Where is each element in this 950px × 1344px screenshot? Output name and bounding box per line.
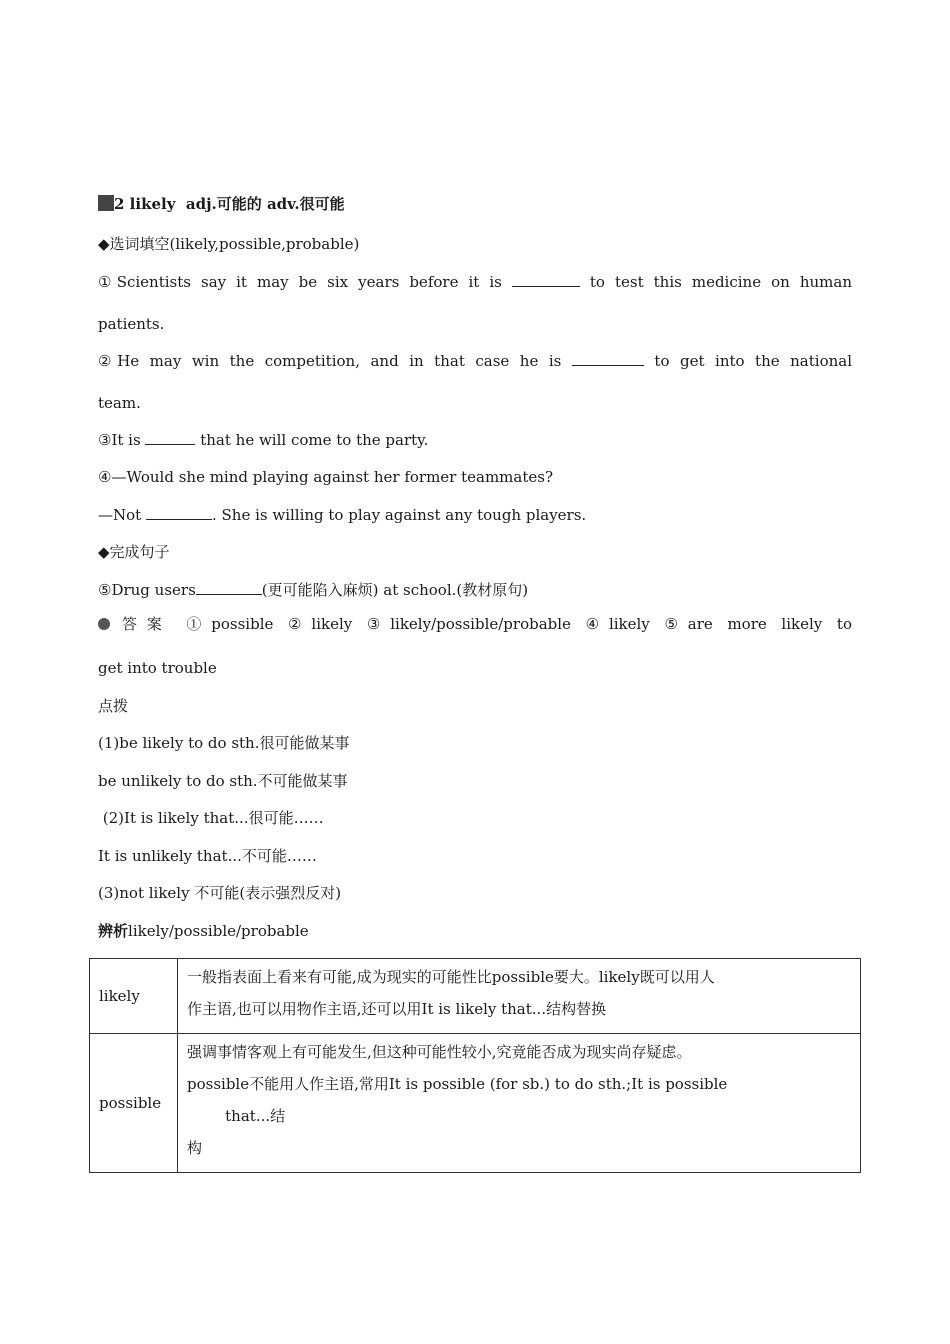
section1-title: ◆选词填空(likely,possible,probable) bbox=[98, 235, 360, 253]
q1-blank[interactable] bbox=[512, 272, 580, 287]
q3-text-before: ③It is bbox=[98, 431, 141, 449]
answer-cont: get into trouble bbox=[98, 659, 217, 677]
desc-line: 强调事情客观上有可能发生,但这种可能性较小,究竟能否成为现实尚存疑虑。 bbox=[187, 1043, 692, 1061]
answer-item: ①possible bbox=[186, 615, 274, 633]
heading-word: likely bbox=[129, 195, 176, 213]
q5-blank[interactable] bbox=[196, 580, 262, 595]
answer-label-wrap bbox=[98, 615, 172, 633]
answer-icon bbox=[98, 618, 110, 630]
analysis-line bbox=[98, 921, 852, 941]
question-2 bbox=[98, 351, 852, 371]
q2-blank[interactable] bbox=[572, 351, 644, 366]
section-heading bbox=[98, 194, 852, 214]
analysis-label: 辨析 bbox=[98, 922, 129, 940]
answer-line bbox=[98, 614, 852, 634]
heading-meaning: adj.可能的 adv.很可能 bbox=[185, 195, 345, 213]
question-3 bbox=[98, 430, 852, 450]
table-row bbox=[90, 1034, 861, 1173]
q4-blank[interactable] bbox=[146, 505, 212, 520]
desc-line: that...结 bbox=[187, 1107, 286, 1125]
question-1 bbox=[98, 272, 852, 292]
question-1-cont: patients. bbox=[98, 315, 165, 333]
desc-line: possible不能用人作主语,常用It is possible (for sb.) to do sth.;It is possible bbox=[187, 1075, 728, 1093]
answer-item: ④likely bbox=[585, 615, 650, 633]
answer-item: ③likely/possible/probable bbox=[366, 615, 571, 633]
heading-number: 2 bbox=[114, 195, 125, 213]
table-description bbox=[178, 959, 861, 1034]
answer-item: ⑤are more likely to bbox=[664, 615, 852, 633]
question-5 bbox=[98, 580, 852, 600]
q1-text-after: to test this medicine on human bbox=[589, 273, 852, 291]
table-description bbox=[178, 1034, 861, 1173]
tip-line: (3)not likely 不可能(表示强烈反对) bbox=[98, 884, 342, 902]
question-2-cont: team. bbox=[98, 394, 141, 412]
table-row bbox=[90, 959, 861, 1034]
q4-text-before: —Not bbox=[98, 506, 142, 524]
desc-line: 构 bbox=[187, 1139, 203, 1157]
q1-text-before: ①Scientists say it may be six years before it is bbox=[98, 273, 502, 291]
q2-text-after: to get into the national bbox=[654, 352, 852, 370]
square-bullet-icon bbox=[98, 195, 114, 211]
table-word: likely bbox=[90, 959, 178, 1034]
q5-text-before: ⑤Drug users bbox=[98, 581, 196, 599]
table-word: possible bbox=[90, 1034, 178, 1173]
question-4: ④—Would she mind playing against her former teammates? bbox=[98, 468, 553, 486]
analysis-words: likely/possible/probable bbox=[128, 922, 309, 940]
answer-label: 答案 bbox=[112, 615, 172, 633]
q3-text-after: that he will come to the party. bbox=[200, 431, 429, 449]
q3-blank[interactable] bbox=[145, 430, 195, 445]
tip-line: (2)It is likely that...很可能…… bbox=[98, 809, 324, 827]
section2-title: ◆完成句子 bbox=[98, 543, 170, 561]
answer-item: ②likely bbox=[288, 615, 353, 633]
tips-title: 点拨 bbox=[98, 697, 129, 715]
q5-text-after: (更可能陷入麻烦) at school.(教材原句) bbox=[261, 581, 529, 599]
q4-text-after: . She is willing to play against any tough players. bbox=[211, 506, 587, 524]
q2-text-before: ②He may win the competition, and in that case he is bbox=[98, 352, 562, 370]
tip-line: (1)be likely to do sth.很可能做某事 bbox=[98, 734, 350, 752]
desc-line: 一般指表面上看来有可能,成为现实的可能性比possible要大。likely既可以用人 bbox=[187, 968, 715, 986]
desc-line: 作主语,也可以用物作主语,还可以用It is likely that...结构替换 bbox=[187, 1000, 607, 1018]
tip-line: be unlikely to do sth.不可能做某事 bbox=[98, 772, 348, 790]
tip-line: It is unlikely that...不可能…… bbox=[98, 847, 317, 865]
comparison-table bbox=[89, 958, 861, 1173]
question-4-reply bbox=[98, 505, 852, 525]
